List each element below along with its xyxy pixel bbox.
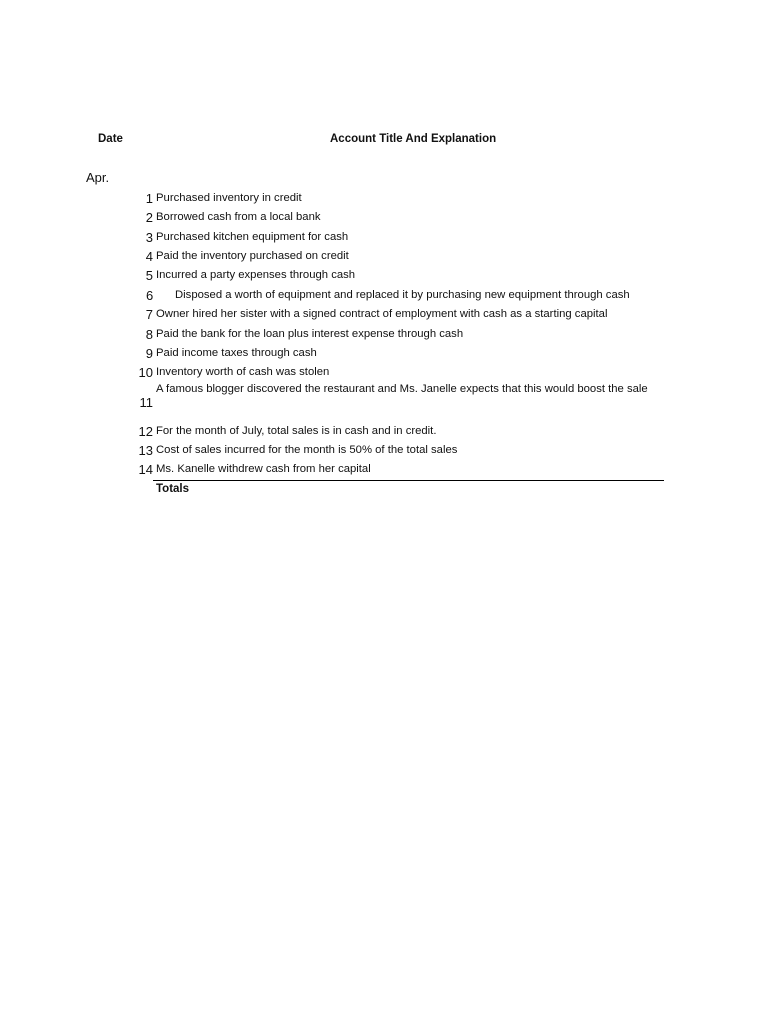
journal-entry-row [0, 327, 768, 345]
account-title-column-header: Account Title And Explanation [330, 133, 497, 145]
journal-entry-row [0, 462, 768, 480]
journal-entry-row [0, 249, 768, 267]
entry-description: Paid the inventory purchased on credit [156, 250, 349, 262]
journal-entry-row [0, 307, 768, 325]
journal-entry-row [0, 443, 768, 461]
entry-day: 4 [145, 249, 153, 264]
journal-entry-row [0, 365, 768, 383]
journal-entry-row [0, 424, 768, 442]
entry-description: Cost of sales incurred for the month is 50% of the total sales [156, 444, 458, 456]
entry-description: Inventory worth of cash was stolen [156, 366, 330, 378]
date-column-header: Date [98, 133, 123, 145]
entry-day: 11 [139, 395, 153, 410]
entry-description: Owner hired her sister with a signed contract of employment with cash as a starting capital [156, 308, 608, 320]
entry-description: Paid income taxes through cash [156, 347, 317, 359]
entry-day: 8 [145, 327, 153, 342]
entry-day: 2 [145, 210, 153, 225]
entry-day: 13 [138, 443, 153, 458]
journal-entry-row [0, 191, 768, 209]
journal-entry-row [0, 346, 768, 364]
entry-description: Purchased kitchen equipment for cash [156, 231, 349, 243]
entry-description: Borrowed cash from a local bank [156, 211, 321, 223]
entry-day: 5 [145, 268, 153, 283]
month-label: Apr. [86, 170, 110, 185]
entry-day: 6 [146, 288, 154, 303]
entry-day: 12 [138, 424, 153, 439]
entry-description: Incurred a party expenses through cash [156, 269, 356, 281]
entry-day: 1 [145, 191, 153, 206]
journal-entry-row [0, 268, 768, 286]
entry-day: 9 [145, 346, 153, 361]
entry-description: A famous blogger discovered the restaurant and Ms. Janelle expects that this would boost the sale [156, 383, 648, 395]
journal-entry-row [0, 230, 768, 248]
journal-entry-row [0, 288, 768, 306]
totals-label: Totals [156, 483, 190, 495]
journal-entry-row [0, 210, 768, 228]
entry-description: Purchased inventory in credit [156, 192, 302, 204]
entry-description: Paid the bank for the loan plus interest expense through cash [156, 328, 464, 340]
entry-description: Disposed a worth of equipment and replaced it by purchasing new equipment through cash [175, 289, 630, 301]
journal-entry-row [0, 383, 768, 410]
entry-day: 14 [138, 462, 153, 477]
totals-divider [153, 480, 664, 481]
entry-description: Ms. Kanelle withdrew cash from her capital [156, 463, 371, 475]
entry-description: For the month of July, total sales is in cash and in credit. [156, 425, 437, 437]
entry-day: 7 [145, 307, 153, 322]
entry-day: 3 [145, 230, 153, 245]
entry-day: 10 [138, 365, 153, 380]
